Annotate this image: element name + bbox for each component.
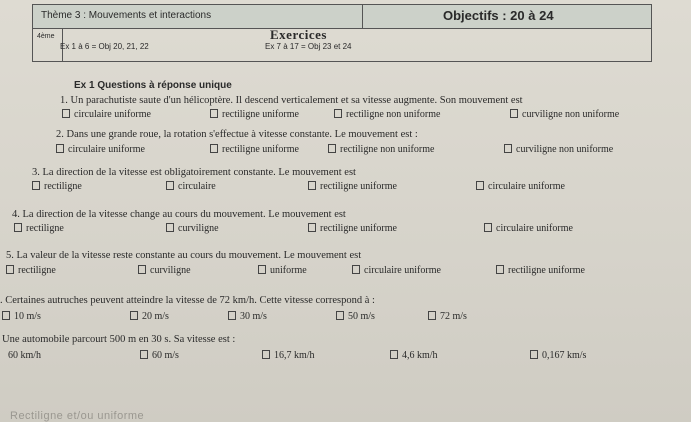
option[interactable]: 60 m/s: [140, 350, 179, 361]
checkbox[interactable]: [32, 181, 40, 190]
checkbox[interactable]: [14, 223, 22, 232]
option[interactable]: rectiligne uniforme: [496, 265, 585, 276]
checkbox[interactable]: [228, 311, 236, 320]
checkbox[interactable]: [2, 311, 10, 320]
exercices-cell: [63, 29, 651, 61]
checkbox[interactable]: [496, 265, 504, 274]
checkbox[interactable]: [308, 181, 316, 190]
option[interactable]: 0,167 km/s: [530, 350, 586, 361]
objectifs-cell: [363, 5, 651, 29]
theme-cell: [33, 5, 363, 29]
checkbox[interactable]: [504, 144, 512, 153]
question-1: 1. Un parachutiste saute d'un hélicoptère. Il descend verticalement et sa vitesse augmente. Son mouvement est: [60, 95, 523, 106]
option[interactable]: rectiligne non uniforme: [334, 109, 440, 120]
option[interactable]: 4,6 km/h: [390, 350, 438, 361]
option[interactable]: 16,7 km/h: [262, 350, 315, 361]
checkbox[interactable]: [62, 109, 70, 118]
option[interactable]: curviligne non uniforme: [504, 144, 613, 155]
option[interactable]: circulaire uniforme: [476, 181, 565, 192]
question-4: 4. La direction de la vitesse change au cours du mouvement. Le mouvement est: [12, 209, 346, 220]
option[interactable]: curviligne: [138, 265, 191, 276]
checkbox[interactable]: [390, 350, 398, 359]
checkbox[interactable]: [6, 265, 14, 274]
option[interactable]: 30 m/s: [228, 311, 267, 322]
checkbox[interactable]: [140, 350, 148, 359]
exercise-title: Ex 1 Questions à réponse unique: [74, 80, 232, 91]
option[interactable]: rectiligne uniforme: [210, 144, 299, 155]
exercise-range-2: Ex 7 à 17 = Obj 23 et 24: [265, 42, 352, 51]
exercise-range-1: Ex 1 à 6 = Obj 20, 21, 22: [60, 42, 149, 51]
option[interactable]: circulaire: [166, 181, 216, 192]
exercices-title: Exercices: [270, 27, 327, 42]
option[interactable]: 72 m/s: [428, 311, 467, 322]
checkbox[interactable]: [328, 144, 336, 153]
question-1-options: [62, 109, 682, 123]
checkbox[interactable]: [138, 265, 146, 274]
level-cell: [33, 29, 63, 61]
question-4-options: [14, 223, 684, 237]
question-5-options: [6, 265, 688, 279]
checkbox[interactable]: [262, 350, 270, 359]
question-7: Une automobile parcourt 500 m en 30 s. Sa vitesse est :: [2, 334, 236, 345]
option[interactable]: curviligne non uniforme: [510, 109, 619, 120]
option[interactable]: rectiligne uniforme: [210, 109, 299, 120]
checkbox[interactable]: [428, 311, 436, 320]
question-6: . Certaines autruches peuvent atteindre la vitesse de 72 km/h. Cette vitesse correspond à :: [0, 295, 375, 306]
option[interactable]: rectiligne non uniforme: [328, 144, 434, 155]
level-label: 4ème: [37, 33, 55, 40]
checkbox[interactable]: [336, 311, 344, 320]
option[interactable]: rectiligne: [32, 181, 82, 192]
option[interactable]: curviligne: [166, 223, 219, 234]
question-5: 5. La valeur de la vitesse reste constante au cours du mouvement. Le mouvement est: [6, 250, 362, 261]
checkbox[interactable]: [210, 144, 218, 153]
option[interactable]: circulaire uniforme: [62, 109, 151, 120]
checkbox[interactable]: [130, 311, 138, 320]
checkbox[interactable]: [56, 144, 64, 153]
checkbox[interactable]: [476, 181, 484, 190]
option[interactable]: uniforme: [258, 265, 307, 276]
question-2: 2. Dans une grande roue, la rotation s'effectue à vitesse constante. Le mouvement est :: [56, 129, 418, 140]
option[interactable]: rectiligne: [14, 223, 64, 234]
checkbox[interactable]: [210, 109, 218, 118]
checkbox[interactable]: [530, 350, 538, 359]
option[interactable]: 20 m/s: [130, 311, 169, 322]
faded-footer-text: Rectiligne et/ou uniforme: [10, 410, 145, 422]
option[interactable]: 50 m/s: [336, 311, 375, 322]
question-3: 3. La direction de la vitesse est obligatoirement constante. Le mouvement est: [32, 167, 356, 178]
checkbox[interactable]: [510, 109, 518, 118]
option-no-box[interactable]: 60 km/h: [8, 350, 42, 361]
checkbox[interactable]: [258, 265, 266, 274]
question-3-options: [32, 181, 682, 195]
option[interactable]: rectiligne: [6, 265, 56, 276]
checkbox[interactable]: [484, 223, 492, 232]
checkbox[interactable]: [166, 223, 174, 232]
header-table: [32, 4, 652, 62]
option[interactable]: circulaire uniforme: [484, 223, 573, 234]
checkbox[interactable]: [352, 265, 360, 274]
option[interactable]: circulaire uniforme: [56, 144, 145, 155]
question-6-options: [2, 311, 682, 325]
option[interactable]: rectiligne uniforme: [308, 223, 397, 234]
checkbox[interactable]: [308, 223, 316, 232]
question-2-options: [56, 144, 686, 158]
checkbox[interactable]: [166, 181, 174, 190]
option[interactable]: circulaire uniforme: [352, 265, 441, 276]
checkbox[interactable]: [334, 109, 342, 118]
theme-title: Thème 3 : Mouvements et interactions: [41, 10, 212, 21]
option[interactable]: rectiligne uniforme: [308, 181, 397, 192]
objectifs-title: Objectifs : 20 à 24: [443, 8, 554, 23]
question-7-options: [8, 350, 683, 364]
option[interactable]: 10 m/s: [2, 311, 41, 322]
